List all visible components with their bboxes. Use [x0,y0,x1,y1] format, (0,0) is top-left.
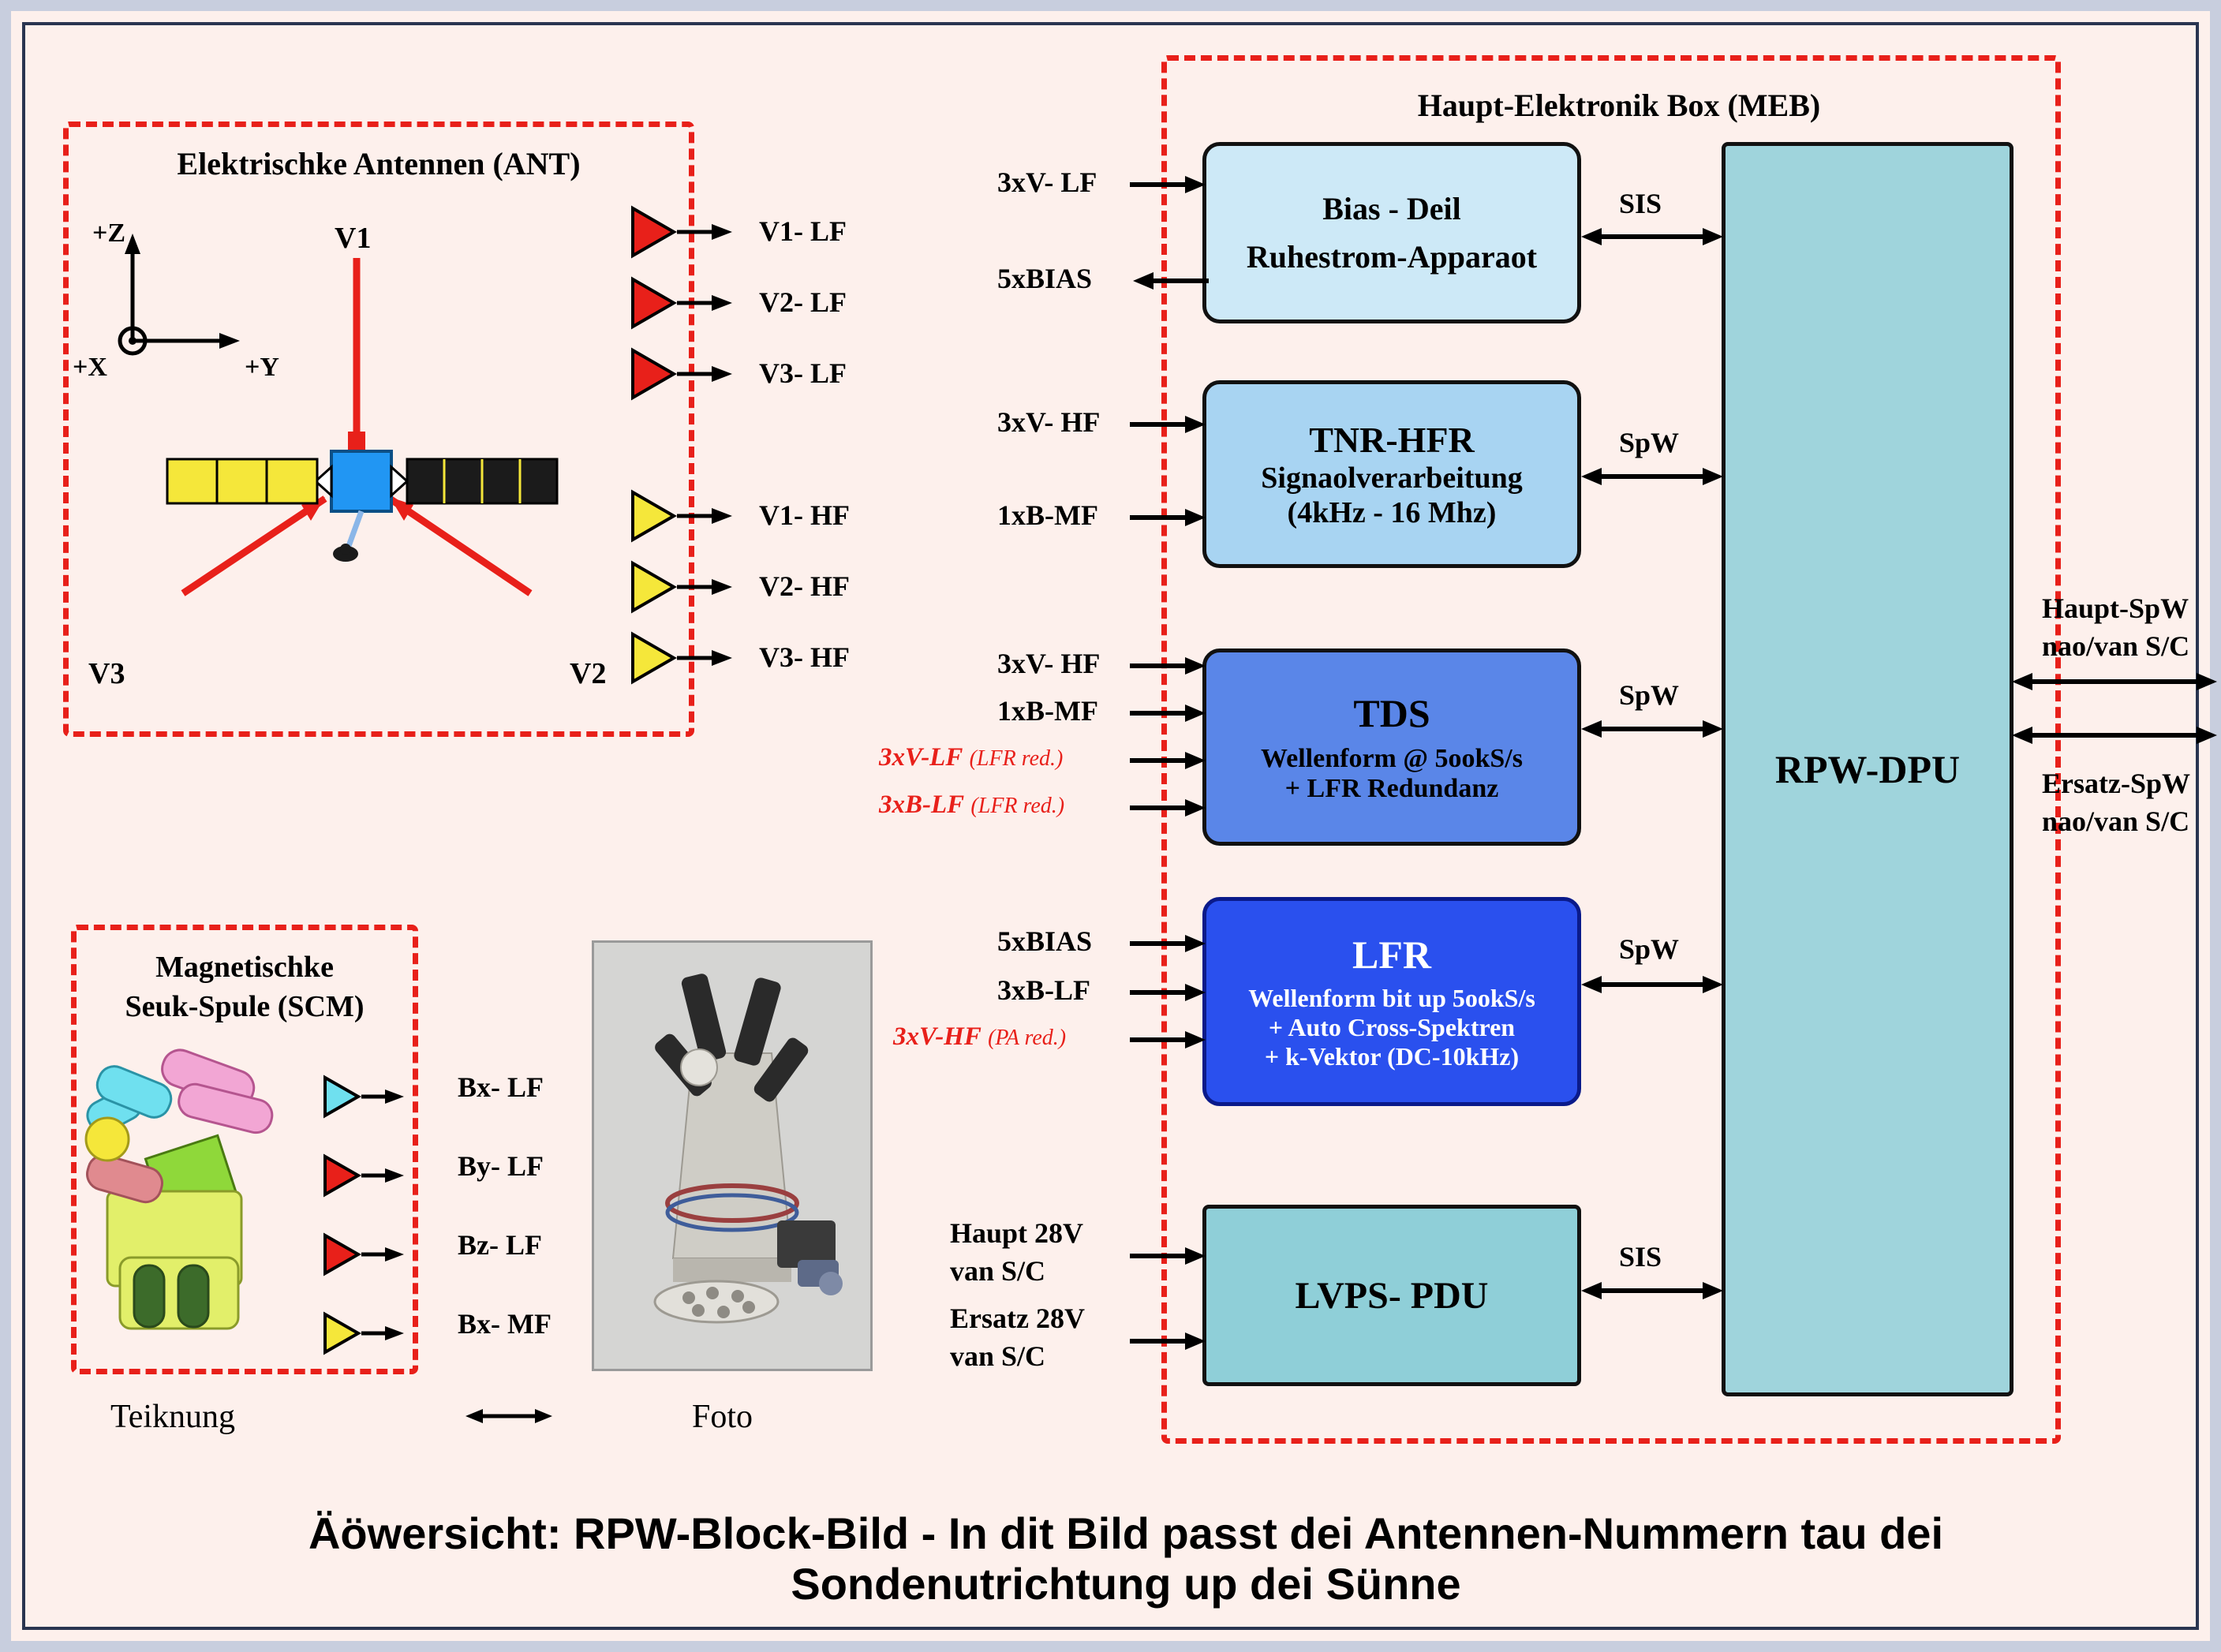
scm-title-line2: Seuk-Spule (SCM) [125,990,365,1023]
lfr-label-4: + k-Vektor (DC-10kHz) [1264,1042,1520,1071]
tds-input-arrow-2 [1130,697,1209,729]
lfr-input-arrow-3 [1130,1024,1209,1056]
scm-drawing [82,1051,311,1366]
scm-output-by-lf: By- LF [458,1150,544,1182]
redundant-spw-label-line1: Ersatz-SpW [2042,768,2190,799]
ant-output-v1-hf: V1- HF [759,499,850,531]
tds-red-label-2: 3xB-LF [879,790,965,819]
lvps-input-main-line2: van S/C [950,1255,1046,1287]
main-spw-arrow [2012,666,2217,697]
axis-label-x: +X [73,353,107,382]
tds-input-1xb-mf: 1xB-MF [997,695,1098,727]
scm-output-bx-lf: Bx- LF [458,1071,544,1103]
lfr-red-note-1: (PA red.) [988,1026,1067,1050]
lfr-label-3: + Auto Cross-Spektren [1268,1013,1516,1041]
meb-title: Haupt-Elektronik Box (MEB) [1417,88,1821,123]
lvps-bus-label: SIS [1619,1241,1662,1273]
axis-label-z: +Z [92,219,126,248]
ant-spacecraft-schematic [112,215,617,704]
scm-photo [592,940,873,1371]
scm-outputs [325,1067,483,1335]
tds-input-3xv-lf-red [879,743,1063,772]
tds-bus-arrow [1581,713,1723,745]
axis-label-y: +Y [245,353,279,382]
bias-output-5xbias: 5xBIAS [997,263,1093,294]
rpw-dpu-label: RPW-DPU [1774,747,1961,791]
tds-block[interactable] [1202,648,1581,846]
probe-label-v3: V3 [88,657,125,690]
main-spw-label-line1: Haupt-SpW [2042,592,2189,624]
ant-output-v3-lf: V3- LF [759,357,847,389]
tnr-label-1: TNR-HFR [1309,419,1475,460]
tds-red-label-1: 3xV-LF [879,743,963,772]
lvps-label-1: LVPS- PDU [1295,1274,1489,1317]
bias-output-arrow [1130,265,1209,297]
scm-label-photo: Foto [692,1399,753,1435]
bias-input-3xv-lf: 3xV- LF [997,166,1097,198]
tds-label-1: TDS [1353,691,1430,735]
lfr-bus-label: SpW [1619,933,1680,965]
bias-bus-label: SIS [1619,188,1662,219]
rpw-dpu-block[interactable] [1722,142,2013,1396]
tnr-label-2: Signaolverarbeitung [1261,461,1523,495]
lfr-input-arrow-1 [1130,928,1209,959]
bias-label-1: Bias - Deil [1322,191,1461,226]
bias-bus-arrow [1581,221,1723,252]
tnr-input-arrow-2 [1130,502,1209,533]
ant-title: Elektrischke Antennen (ANT) [177,146,581,181]
probe-label-v1: V1 [335,222,372,255]
scm-output-bx-mf: Bx- MF [458,1308,552,1340]
scm-title-line1: Magnetischke [155,951,334,984]
tds-red-note-1: (LFR red.) [969,746,1064,771]
tnr-input-arrow-1 [1130,409,1209,440]
lfr-bus-arrow [1581,969,1723,1000]
probe-label-v2: V2 [570,657,607,690]
lvps-input-arrow-2 [1130,1325,1209,1357]
tnr-hfr-block[interactable] [1202,380,1581,568]
scm-output-bz-lf: Bz- LF [458,1229,542,1261]
lvps-pdu-block[interactable] [1202,1205,1581,1386]
tnr-bus-arrow [1581,461,1723,492]
bias-block[interactable] [1202,142,1581,323]
ant-output-v2-hf: V2- HF [759,570,850,602]
tds-input-arrow-4 [1130,792,1209,824]
tnr-bus-label: SpW [1619,427,1680,458]
redundant-spw-label-line2: nao/van S/C [2042,805,2190,837]
scm-label-drawing: Teiknung [110,1399,236,1435]
bias-label-2: Ruhestrom-Apparaot [1246,239,1538,275]
lvps-input-arrow-1 [1130,1240,1209,1272]
tds-input-arrow-1 [1130,650,1209,682]
tds-bus-label: SpW [1619,679,1680,711]
lfr-input-5xbias: 5xBIAS [997,925,1093,957]
bias-input-arrow [1130,169,1209,200]
tnr-label-3: (4kHz - 16 Mhz) [1287,495,1497,529]
tds-label-2: Wellenform @ 5ookS/s [1261,744,1523,773]
tds-label-3: + LFR Redundanz [1284,774,1499,803]
tds-red-note-2: (LFR red.) [970,794,1065,818]
ant-output-v3-hf: V3- HF [759,641,850,673]
lvps-input-red-line1: Ersatz 28V [950,1303,1085,1334]
figure-caption: Äöwersicht: RPW-Block-Bild - In dit Bild passt dei Antennen-Nummern tau dei Sondenutrichtung up dei Sünne [308,1508,1944,1609]
tds-input-arrow-3 [1130,745,1209,776]
figure-inner-frame [22,22,2199,1630]
lfr-input-3xb-lf: 3xB-LF [997,974,1091,1006]
lfr-label-1: LFR [1352,933,1431,977]
lfr-red-label-1: 3xV-HF [893,1022,982,1051]
tds-input-3xb-lf-red [879,790,1064,820]
tnr-input-3xv-hf: 3xV- HF [997,406,1101,438]
drawing-photo-link-arrow [466,1396,552,1436]
lfr-input-3xv-hf-red [893,1022,1066,1052]
lfr-input-arrow-2 [1130,977,1209,1008]
ant-output-v1-lf: V1- LF [759,215,847,247]
lvps-input-red-line2: van S/C [950,1340,1046,1372]
lvps-input-main-line1: Haupt 28V [950,1217,1084,1249]
lfr-block[interactable] [1202,897,1581,1106]
ant-output-v2-lf: V2- LF [759,286,847,318]
redundant-spw-arrow [2012,719,2217,751]
lvps-bus-arrow [1581,1275,1723,1306]
tds-input-3xv-hf: 3xV- HF [997,648,1101,679]
tnr-input-1xb-mf: 1xB-MF [997,499,1098,531]
lfr-label-2: Wellenform bit up 5ookS/s [1248,984,1535,1012]
main-spw-label-line2: nao/van S/C [2042,630,2190,662]
